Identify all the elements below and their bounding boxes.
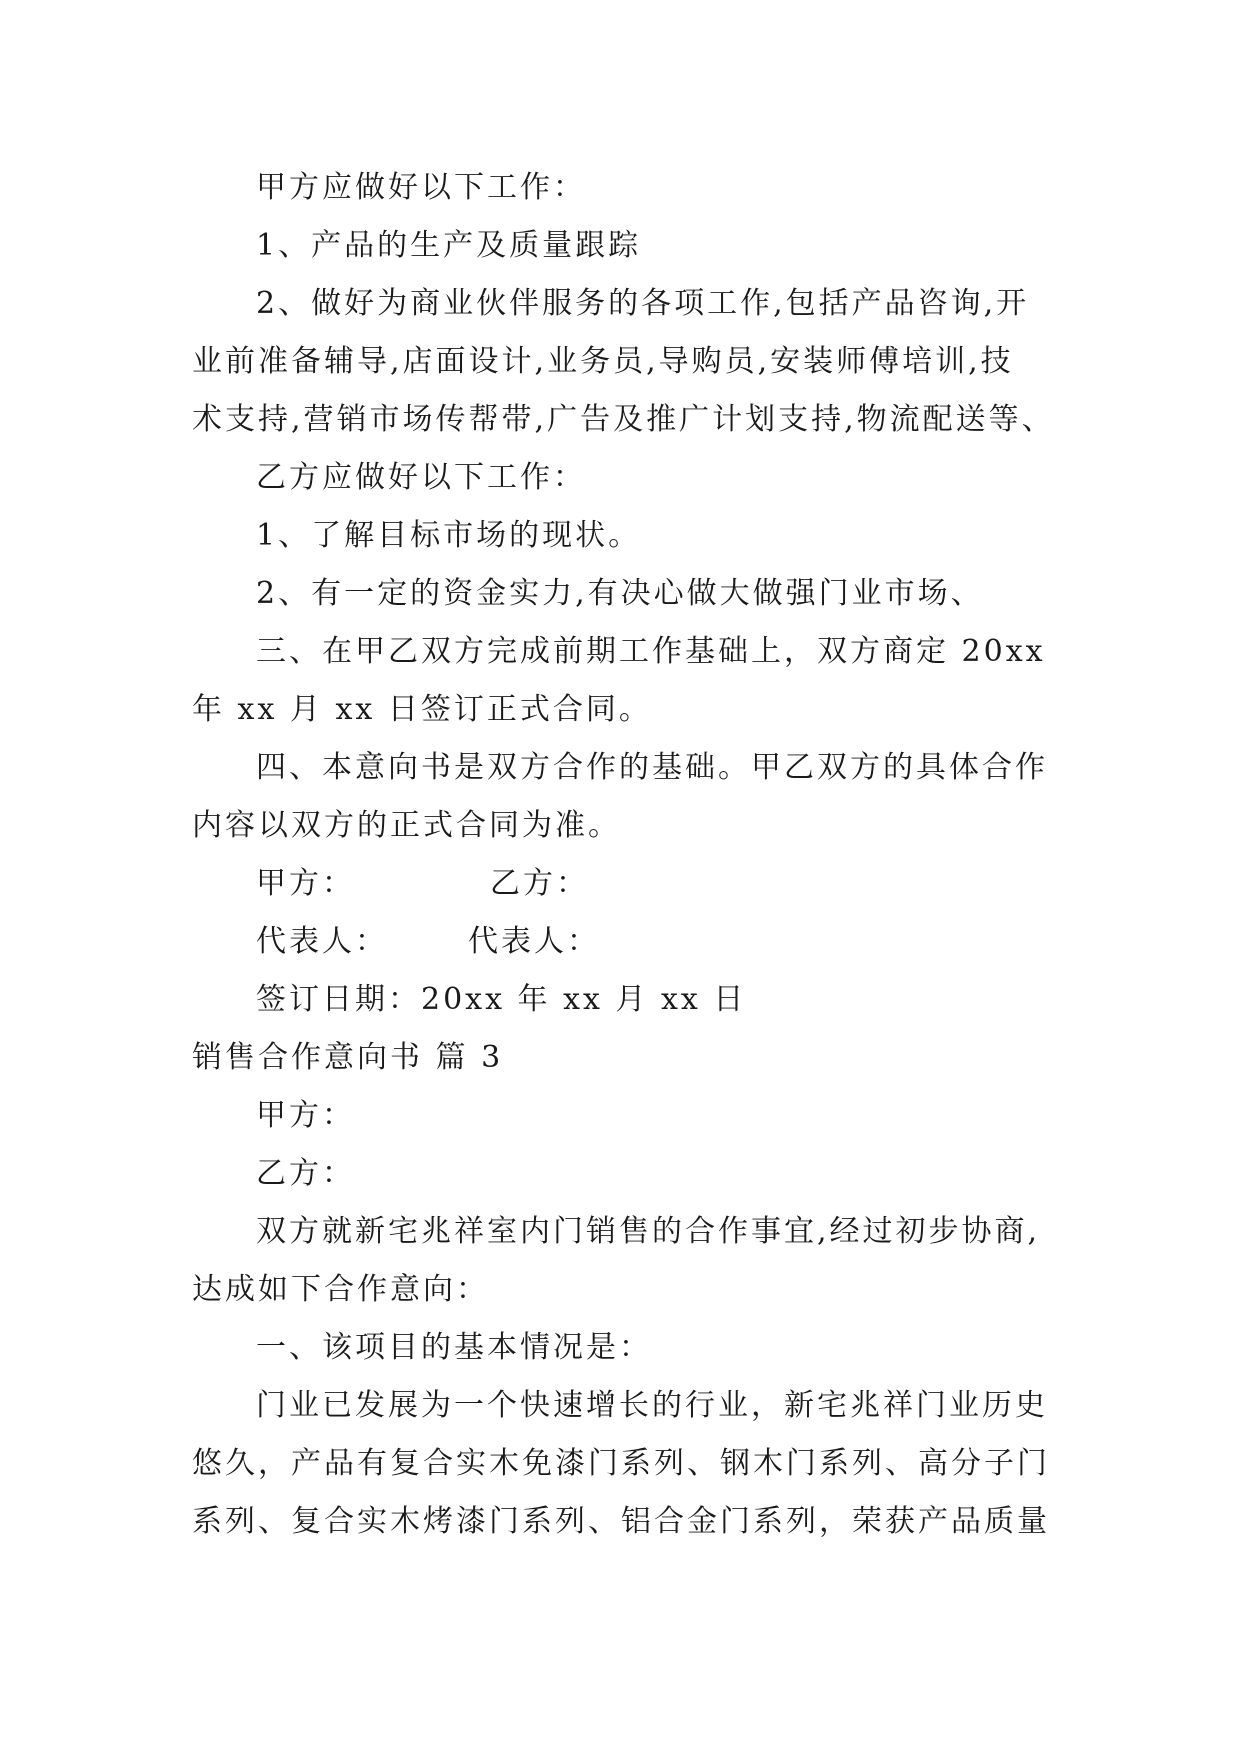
paragraph-line: 甲方： [256, 1098, 355, 1133]
signature-party-a: 甲方： [256, 866, 355, 901]
paragraph-line: 业前准备辅导,店面设计,业务员,导购员,安装师傅培训,技 [192, 344, 1014, 379]
paragraph-line: 1、了解目标市场的现状。 [256, 518, 642, 553]
paragraph-line: 甲方应做好以下工作： [256, 170, 586, 205]
paragraph-line: 悠久，产品有复合实木免漆门系列、钢木门系列、高分子门 [192, 1446, 1050, 1481]
paragraph-line: 2、有一定的资金实力,有决心做大做强门业市场、 [256, 576, 984, 611]
paragraph-line: 四、本意向书是双方合作的基础。甲乙双方的具体合作 [256, 750, 1048, 785]
paragraph-line: 一、该项目的基本情况是： [256, 1330, 652, 1365]
paragraph-line: 达成如下合作意向： [192, 1272, 489, 1307]
paragraph-line: 年 xx 月 xx 日签订正式合同。 [192, 692, 652, 727]
paragraph-line: 双方就新宅兆祥室内门销售的合作事宜,经过初步协商, [256, 1214, 1041, 1249]
signature-party-b: 乙方： [490, 866, 589, 901]
paragraph-line: 门业已发展为一个快速增长的行业，新宅兆祥门业历史 [256, 1388, 1048, 1423]
paragraph-line: 术支持,营销市场传帮带,广告及推广计划支持,物流配送等、 [192, 402, 1055, 437]
paragraph-line: 内容以双方的正式合同为准。 [192, 808, 621, 843]
section-title: 销售合作意向书 篇 3 [192, 1040, 504, 1075]
paragraph-line: 三、在甲乙双方完成前期工作基础上，双方商定 20xx [256, 634, 1046, 669]
paragraph-line: 乙方： [256, 1156, 355, 1191]
signature-date: 签订日期：20xx 年 xx 月 xx 日 [256, 982, 747, 1017]
paragraph-line: 1、产品的生产及质量跟踪 [256, 228, 642, 263]
signature-rep-a: 代表人： [256, 924, 388, 959]
paragraph-line: 乙方应做好以下工作： [256, 460, 586, 495]
signature-rep-b: 代表人： [468, 924, 600, 959]
paragraph-line: 2、做好为商业伙伴服务的各项工作,包括产品咨询,开 [256, 286, 1030, 321]
paragraph-line: 系列、复合实木烤漆门系列、铝合金门系列，荣获产品质量 [192, 1504, 1050, 1539]
